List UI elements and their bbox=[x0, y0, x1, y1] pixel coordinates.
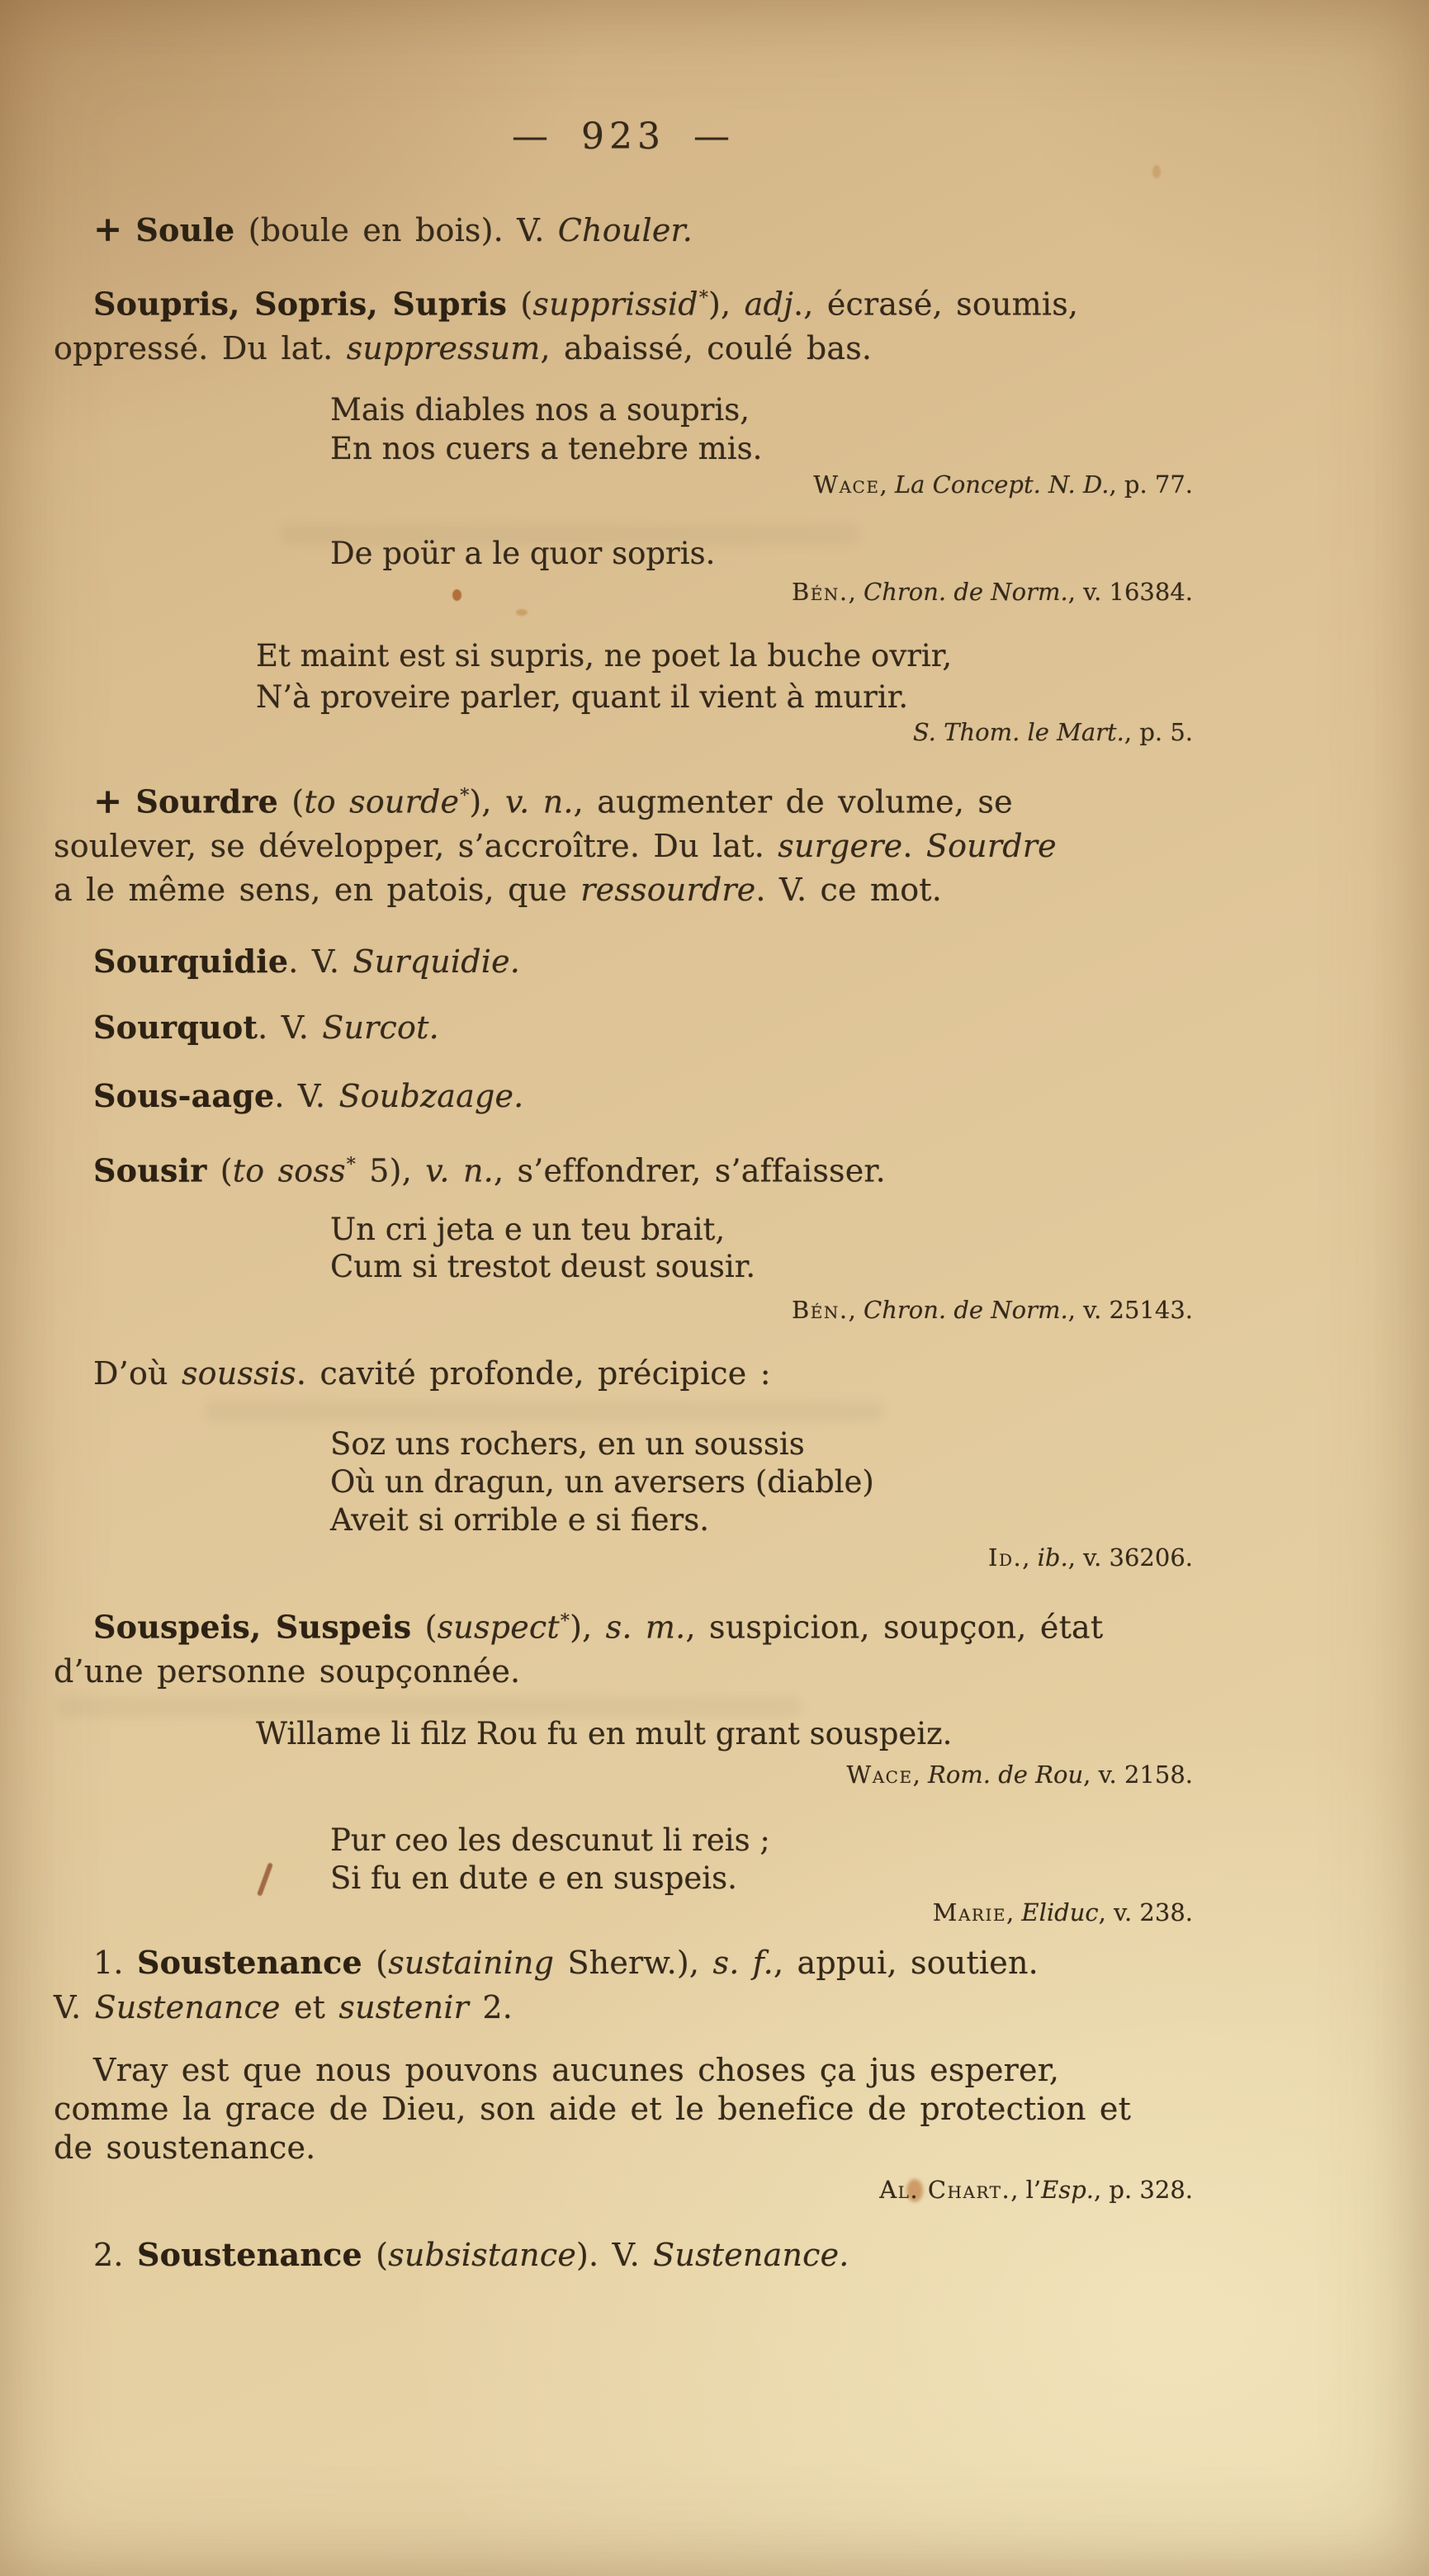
verse-quote bbox=[330, 1425, 1238, 1539]
verse-line: Aveit si orrible e si fiers. bbox=[330, 1502, 709, 1538]
entry-text: , suspicion, soupçon, état bbox=[685, 1609, 1104, 1646]
quote-text: de soustenance. bbox=[54, 2129, 316, 2166]
entry-text: oppressé. Du lat. bbox=[54, 329, 347, 366]
entry-souspeis bbox=[54, 1600, 1193, 1694]
source-citation bbox=[54, 577, 1214, 607]
cross-reference: Surcot. bbox=[322, 1009, 439, 1046]
entry-text: ( bbox=[411, 1609, 438, 1646]
entry-line bbox=[54, 1940, 1193, 1985]
citation-text: , v. 238. bbox=[1098, 1898, 1193, 1926]
source-citation bbox=[54, 470, 1214, 499]
cross-reference: Chouler. bbox=[557, 212, 693, 248]
plus-mark: + bbox=[93, 209, 123, 249]
entry-sousir bbox=[54, 1143, 1193, 1193]
verse-line: Où un dragun, un aversers (diable) bbox=[330, 1464, 874, 1500]
verse-line: Si fu en dute e en suspeis. bbox=[330, 1860, 737, 1896]
verse-quote bbox=[330, 534, 1238, 573]
entry-line bbox=[54, 2051, 1193, 2090]
source-citation bbox=[54, 1543, 1274, 1572]
citation-text: , bbox=[1022, 1543, 1038, 1572]
etymon: supprissid bbox=[532, 286, 698, 323]
part-of-speech: adj bbox=[744, 286, 793, 323]
entry-soustenance-2 bbox=[54, 2233, 1193, 2277]
author-name: Marie bbox=[932, 1898, 1006, 1926]
work-title: Rom. de Rou bbox=[928, 1761, 1084, 1789]
quote-text: comme la grace de Dieu, son aide et le benefice de protection et bbox=[54, 2091, 1132, 2127]
citation-text: , l’ bbox=[1010, 2176, 1042, 2204]
entry-text: ( bbox=[362, 1945, 389, 1981]
verse-line: N’à proveire parler, quant il vient à murir. bbox=[256, 679, 909, 715]
entry-text: . V. bbox=[258, 1009, 323, 1046]
headword: Sourdre bbox=[135, 782, 279, 820]
part-of-speech: s. m. bbox=[605, 1609, 686, 1646]
show-through-smudge bbox=[206, 1401, 883, 1421]
work-title: S. Thom. le Mart. bbox=[912, 718, 1124, 746]
work-title: Eliduc bbox=[1021, 1898, 1099, 1926]
entry-text: soulever, se développer, s’accroître. Du lat. bbox=[54, 827, 778, 864]
citation-text: , v. 16384. bbox=[1067, 578, 1193, 606]
author-name: Bén. bbox=[791, 578, 849, 606]
work-title: Esp. bbox=[1041, 2176, 1094, 2204]
entry-line bbox=[54, 825, 1193, 868]
entry-sourquidie bbox=[54, 939, 1193, 984]
citation-text: , v. 2158. bbox=[1083, 1761, 1193, 1789]
sense-number: 2. bbox=[93, 2237, 137, 2273]
entry-line bbox=[54, 2233, 1193, 2277]
entry-text: ), bbox=[570, 1609, 606, 1646]
part-of-speech: s. f. bbox=[712, 1945, 774, 1981]
citation-text: , p. 5. bbox=[1124, 718, 1193, 746]
latin-etymon: suppressum bbox=[346, 329, 541, 366]
work-title: Chron. de Norm. bbox=[864, 578, 1068, 606]
entry-text: , augmenter de volume, se bbox=[573, 783, 1013, 820]
verse-line: Mais diables nos a soupris, bbox=[330, 392, 750, 428]
entry-text: d’une personne soupçonnée. bbox=[54, 1652, 521, 1690]
entry-text: . V. bbox=[274, 1078, 339, 1114]
headword: Sourquidie bbox=[93, 943, 289, 980]
verse-line: Willame li filz Rou fu en mult grant souspeiz. bbox=[256, 1716, 953, 1751]
asterisk-mark: * bbox=[698, 288, 709, 309]
cross-reference: Soubzaage. bbox=[338, 1078, 524, 1114]
asterisk-mark: * bbox=[346, 1155, 357, 1175]
entry-text: ), bbox=[708, 286, 745, 323]
entry-line bbox=[54, 207, 1193, 253]
entry-text: Sherw.), bbox=[554, 1945, 713, 1981]
author-name: Id. bbox=[987, 1543, 1023, 1572]
plus-mark: + bbox=[93, 780, 123, 821]
paragraph-vray-quote bbox=[54, 2051, 1193, 2167]
verse-line: En nos cuers a tenebre mis. bbox=[330, 431, 763, 466]
entry-text: . cavité profonde, précipice : bbox=[296, 1355, 771, 1392]
entry-line bbox=[54, 1005, 1193, 1050]
source-citation bbox=[54, 1295, 1214, 1325]
entry-text: , appui, soutien. bbox=[773, 1945, 1039, 1981]
entry-text: ( bbox=[278, 783, 305, 820]
work-title: ib. bbox=[1037, 1543, 1068, 1572]
headword: Soupris, Sopris, Supris bbox=[93, 285, 508, 323]
verse-line: Un cri jeta e un teu brait, bbox=[330, 1212, 726, 1247]
entry-line bbox=[54, 1143, 1193, 1193]
entry-text: 5), bbox=[356, 1152, 426, 1189]
entry-text-italic: Sourdre bbox=[925, 827, 1057, 864]
cross-reference: Surquidie. bbox=[353, 943, 521, 980]
verse-quote bbox=[330, 1211, 1238, 1285]
entry-line bbox=[54, 1352, 1193, 1396]
asterisk-mark: * bbox=[460, 786, 470, 806]
headword: Sous-aage bbox=[93, 1077, 275, 1114]
entry-text: ( bbox=[507, 286, 533, 323]
cross-reference: sustenir bbox=[338, 1989, 470, 2025]
latin-etymon: surgere bbox=[778, 827, 903, 864]
headword: Sousir bbox=[93, 1151, 207, 1189]
citation-text: , bbox=[879, 470, 895, 499]
paper-speck bbox=[516, 609, 528, 616]
citation-text: , p. 328. bbox=[1093, 2176, 1193, 2204]
author-name: Al. Chart. bbox=[879, 2176, 1011, 2204]
entry-text: D’où bbox=[93, 1355, 182, 1392]
entry-line bbox=[54, 327, 1193, 371]
verse-quote bbox=[256, 636, 1164, 718]
verse-line: Et maint est si supris, ne poet la buche ovrir, bbox=[256, 638, 953, 674]
entry-text: ( bbox=[362, 2237, 389, 2273]
paragraph-soussis bbox=[54, 1352, 1193, 1396]
asterisk-mark: * bbox=[560, 1611, 570, 1632]
source-citation bbox=[54, 1898, 1274, 1927]
entry-line bbox=[54, 2129, 1193, 2167]
headword: Soule bbox=[135, 211, 235, 248]
etymon: to sourde bbox=[304, 783, 460, 820]
citation-text: , bbox=[848, 578, 864, 606]
headword: Souspeis, Suspeis bbox=[93, 1608, 412, 1646]
entry-line bbox=[54, 1074, 1193, 1118]
work-title: Chron. de Norm. bbox=[864, 1296, 1068, 1324]
entry-line bbox=[54, 1650, 1193, 1694]
part-of-speech: v. n. bbox=[505, 783, 574, 820]
entry-text: ( bbox=[206, 1152, 233, 1189]
cross-reference: Sustenance bbox=[94, 1989, 281, 2025]
author-name: Wace bbox=[846, 1761, 913, 1789]
entry-line bbox=[54, 868, 1193, 912]
entry-text: ), bbox=[469, 783, 505, 820]
entry-line bbox=[54, 277, 1193, 327]
entry-line bbox=[54, 774, 1193, 825]
entry-soustenance-1 bbox=[54, 1940, 1193, 2030]
citation-text: , bbox=[912, 1761, 928, 1789]
citation-text: , bbox=[1006, 1898, 1022, 1926]
entry-line bbox=[54, 939, 1193, 984]
author-name: Wace bbox=[813, 470, 880, 499]
verse-quote bbox=[330, 1822, 1238, 1898]
entry-line bbox=[54, 2090, 1193, 2129]
verse-line: Pur ceo les descunut li reis ; bbox=[330, 1822, 770, 1858]
source-citation bbox=[54, 1760, 1274, 1789]
etymon: to soss bbox=[232, 1152, 346, 1189]
source-citation bbox=[54, 2175, 1274, 2205]
entry-sous-aage bbox=[54, 1074, 1193, 1118]
etymon: sustaining bbox=[388, 1945, 555, 1981]
entry-text: . V. ce mot. bbox=[755, 871, 943, 908]
work-title: La Concept. N. D. bbox=[894, 470, 1110, 499]
entry-text: , abaissé, coulé bas. bbox=[540, 329, 873, 366]
verse-quote bbox=[256, 1714, 1164, 1753]
entry-text: , s’effondrer, s’affaisser. bbox=[493, 1152, 886, 1189]
headword: Soustenance bbox=[136, 2236, 362, 2273]
sense-number: 1. bbox=[93, 1945, 137, 1981]
entry-text: V. bbox=[54, 1989, 95, 2025]
headword: Sourquot bbox=[93, 1009, 258, 1046]
citation-text: , v. 25143. bbox=[1067, 1296, 1193, 1324]
entry-text-italic: ressourdre bbox=[580, 871, 756, 908]
entry-text: a le même sens, en patois, que bbox=[54, 871, 581, 908]
verse-line: Soz uns rochers, en un soussis bbox=[330, 1426, 805, 1462]
entry-soule bbox=[54, 207, 1193, 253]
entry-text: . bbox=[902, 827, 926, 864]
page-number: — 923 — bbox=[512, 116, 735, 158]
quote-text: Vray est que nous pouvons aucunes choses ça jus esperer, bbox=[93, 2052, 1060, 2088]
citation-text: , bbox=[848, 1296, 864, 1324]
entry-sourquot bbox=[54, 1005, 1193, 1050]
entry-soupris bbox=[54, 277, 1193, 371]
entry-text: ). V. bbox=[576, 2237, 654, 2273]
verse-line: De poür a le quor sopris. bbox=[330, 536, 716, 571]
citation-text: , v. 36206. bbox=[1067, 1543, 1193, 1572]
etymon: suspect bbox=[437, 1609, 560, 1646]
entry-line bbox=[54, 1985, 1193, 2030]
entry-text: . V. bbox=[288, 943, 353, 980]
entry-text: et bbox=[280, 1989, 339, 2025]
entry-line bbox=[54, 1600, 1193, 1650]
source-citation bbox=[54, 717, 1274, 747]
citation-text: , p. 77. bbox=[1109, 470, 1193, 499]
paper-speck bbox=[1152, 165, 1161, 178]
pen-stroke-mark bbox=[257, 1862, 273, 1897]
entry-text: 2. bbox=[469, 1989, 513, 2025]
etymon: subsistance bbox=[388, 2237, 577, 2273]
verse-quote bbox=[330, 390, 1238, 468]
entry-sourdre bbox=[54, 774, 1193, 912]
verse-line: Cum si trestot deust sousir. bbox=[330, 1249, 756, 1284]
cross-reference: Sustenance. bbox=[653, 2237, 849, 2273]
entry-text: (boule en bois). V. bbox=[234, 212, 558, 248]
part-of-speech: v. n. bbox=[425, 1152, 494, 1189]
author-name: Bén. bbox=[791, 1296, 849, 1324]
entry-text-italic: soussis bbox=[181, 1355, 296, 1392]
entry-text: ., écrasé, soumis, bbox=[793, 286, 1079, 323]
headword: Soustenance bbox=[136, 1944, 362, 1981]
